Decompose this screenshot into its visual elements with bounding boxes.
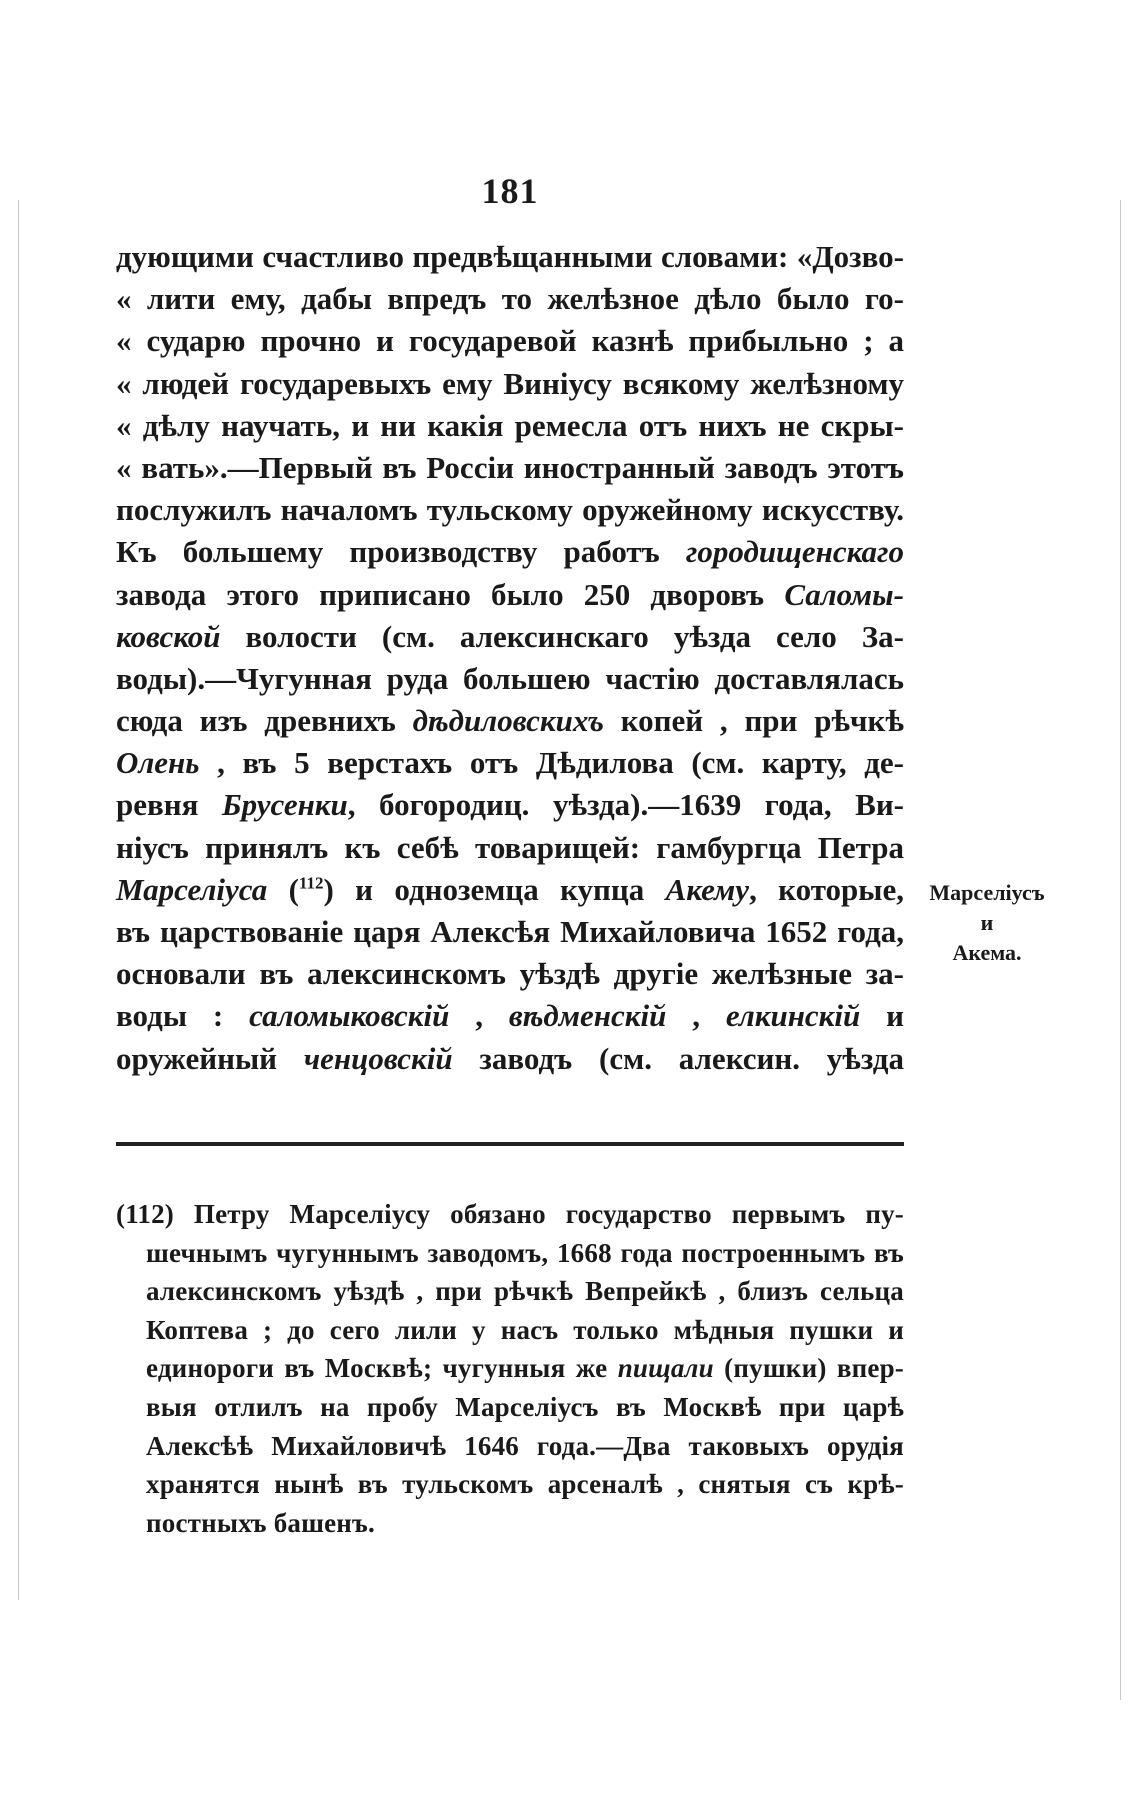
margin-note-line: и xyxy=(980,910,994,935)
footnote-line xyxy=(116,1195,904,1234)
italic-text: пищали xyxy=(617,1353,714,1384)
italic-text: Брусенки xyxy=(221,787,348,823)
footnote-line xyxy=(116,1427,904,1466)
italic-text: вѣдменскій xyxy=(508,998,667,1034)
text-segment: ревня xyxy=(116,787,222,823)
main-text-block xyxy=(116,236,904,1080)
footnote-line xyxy=(116,1504,904,1543)
footnote-line xyxy=(116,1465,904,1504)
text-segment: единороги въ Москвѣ; чугунныя же xyxy=(146,1353,618,1384)
body-line xyxy=(116,995,904,1037)
text-segment: (пушки) впер- xyxy=(713,1353,904,1384)
body-line xyxy=(116,869,904,911)
footnote-line xyxy=(116,1234,904,1273)
text-segment: ніусъ принялъ къ себѣ товарищей: гамбургца Петра xyxy=(116,829,904,865)
text-segment: « сударю прочно и государевой казнѣ прибыльно ; а xyxy=(116,323,904,359)
body-line xyxy=(116,658,904,700)
footnote-block xyxy=(116,1195,904,1542)
text-segment: ) и одноземца купца xyxy=(323,871,666,907)
text-segment: заводъ (см. алексин. уѣзда xyxy=(452,1040,904,1076)
text-segment: Алексѣѣ Михайловичѣ 1646 года.—Два таковыхъ орудія xyxy=(146,1430,904,1461)
text-segment: Къ большему производству работъ xyxy=(116,534,686,570)
body-line xyxy=(116,574,904,616)
text-segment: волости (см. алексинскаго уѣзда село За- xyxy=(220,618,904,654)
body-line xyxy=(116,489,904,531)
text-segment: , въ 5 верстахъ отъ Дѣдилова (см. карту, де- xyxy=(199,745,904,781)
body-line xyxy=(116,953,904,995)
text-segment: , xyxy=(666,998,726,1034)
text-segment: выя отлилъ на пробу Марселіусъ въ Москвѣ при царѣ xyxy=(146,1391,904,1422)
footnote-line xyxy=(116,1311,904,1350)
text-segment: оружейный xyxy=(116,1040,304,1076)
text-segment: основали въ алексинскомъ уѣздѣ другіе желѣзные за- xyxy=(116,956,904,992)
footnote-line xyxy=(116,1272,904,1311)
body-line xyxy=(116,447,904,489)
margin-note-line: Акема. xyxy=(952,940,1022,965)
body-line xyxy=(116,405,904,447)
text-segment: алексинскомъ уѣздѣ , при рѣчкѣ Вепрейкѣ , близъ сельца xyxy=(146,1276,904,1307)
text-segment: « вать».—Первый въ Россіи иностранный заводъ этотъ xyxy=(116,449,904,485)
margin-note-line: Марселіусъ xyxy=(929,880,1045,905)
text-segment: воды).—Чугунная руда большею частію доставлялась xyxy=(116,660,904,696)
italic-text: Саломы- xyxy=(784,576,904,612)
text-segment: дующими счастливо предвѣщанными словами: «Дозво- xyxy=(116,239,904,274)
text-segment: , богородиц. уѣзда).—1639 года, Ви- xyxy=(347,787,905,823)
body-line xyxy=(116,827,904,869)
text-segment: сюда изъ древнихъ xyxy=(116,703,413,739)
text-segment: завода этого приписано было 250 дворовъ xyxy=(116,576,785,612)
text-segment: послужилъ началомъ тульскому оружейному искусству. xyxy=(116,492,904,528)
italic-text: городищенскаго xyxy=(685,534,904,570)
footnote-separator-rule xyxy=(116,1142,904,1146)
text-segment: копей , при рѣчкѣ xyxy=(603,703,904,739)
text-segment: хранятся нынѣ въ тульскомъ арсеналѣ , снятыя съ крѣ- xyxy=(146,1469,904,1500)
text-segment: (112) Петру Марселіусу обязано государство первымъ пу- xyxy=(116,1199,904,1229)
italic-text: ковской xyxy=(116,618,221,654)
body-line xyxy=(116,236,904,278)
text-segment: воды : xyxy=(116,998,250,1034)
body-line xyxy=(116,700,904,742)
body-line xyxy=(116,911,904,953)
italic-text: саломыковскій xyxy=(249,998,450,1034)
text-segment: « дѣлу научать, и ни какія ремесла отъ нихъ не скры- xyxy=(116,407,904,443)
text-segment: , xyxy=(449,998,509,1034)
text-segment: и xyxy=(860,998,904,1034)
body-line xyxy=(116,320,904,362)
footnote-line xyxy=(116,1349,904,1388)
left-edge-mark xyxy=(18,200,19,1600)
footnote-line xyxy=(116,1388,904,1427)
italic-text: ченцовскій xyxy=(303,1040,453,1076)
body-line xyxy=(116,531,904,573)
italic-text: дѣдиловскихъ xyxy=(412,703,604,739)
body-line xyxy=(116,742,904,784)
body-line xyxy=(116,784,904,826)
text-segment: ( xyxy=(267,871,299,907)
text-segment: постныхъ башенъ. xyxy=(146,1507,375,1538)
right-edge-mark xyxy=(1120,200,1121,1700)
italic-text: Марселіуса xyxy=(116,871,268,907)
text-segment: въ царствованіе царя Алексѣя Михайловича 1652 года, xyxy=(116,914,904,949)
body-line xyxy=(116,278,904,320)
body-line xyxy=(116,616,904,658)
body-line xyxy=(116,363,904,405)
margin-note xyxy=(912,878,1062,968)
body-line xyxy=(116,1038,904,1080)
text-segment: « людей государевыхъ ему Виніусу всякому желѣзному xyxy=(116,365,904,401)
text-segment: Коптева ; до сего лили у насъ только мѣдныя пушки и xyxy=(146,1314,904,1345)
italic-text: Олень xyxy=(116,745,200,781)
text-segment: , которые, xyxy=(749,871,904,907)
italic-text: Акему xyxy=(665,871,750,907)
text-segment: « лити ему, дабы впредъ то желѣзное дѣло было го- xyxy=(116,281,904,317)
page-number: 181 xyxy=(481,171,539,211)
italic-text: елкинскій xyxy=(725,998,861,1034)
footnote-reference: 112 xyxy=(298,873,324,893)
text-segment: шечнымъ чугуннымъ заводомъ, 1668 года построеннымъ въ xyxy=(146,1237,904,1268)
